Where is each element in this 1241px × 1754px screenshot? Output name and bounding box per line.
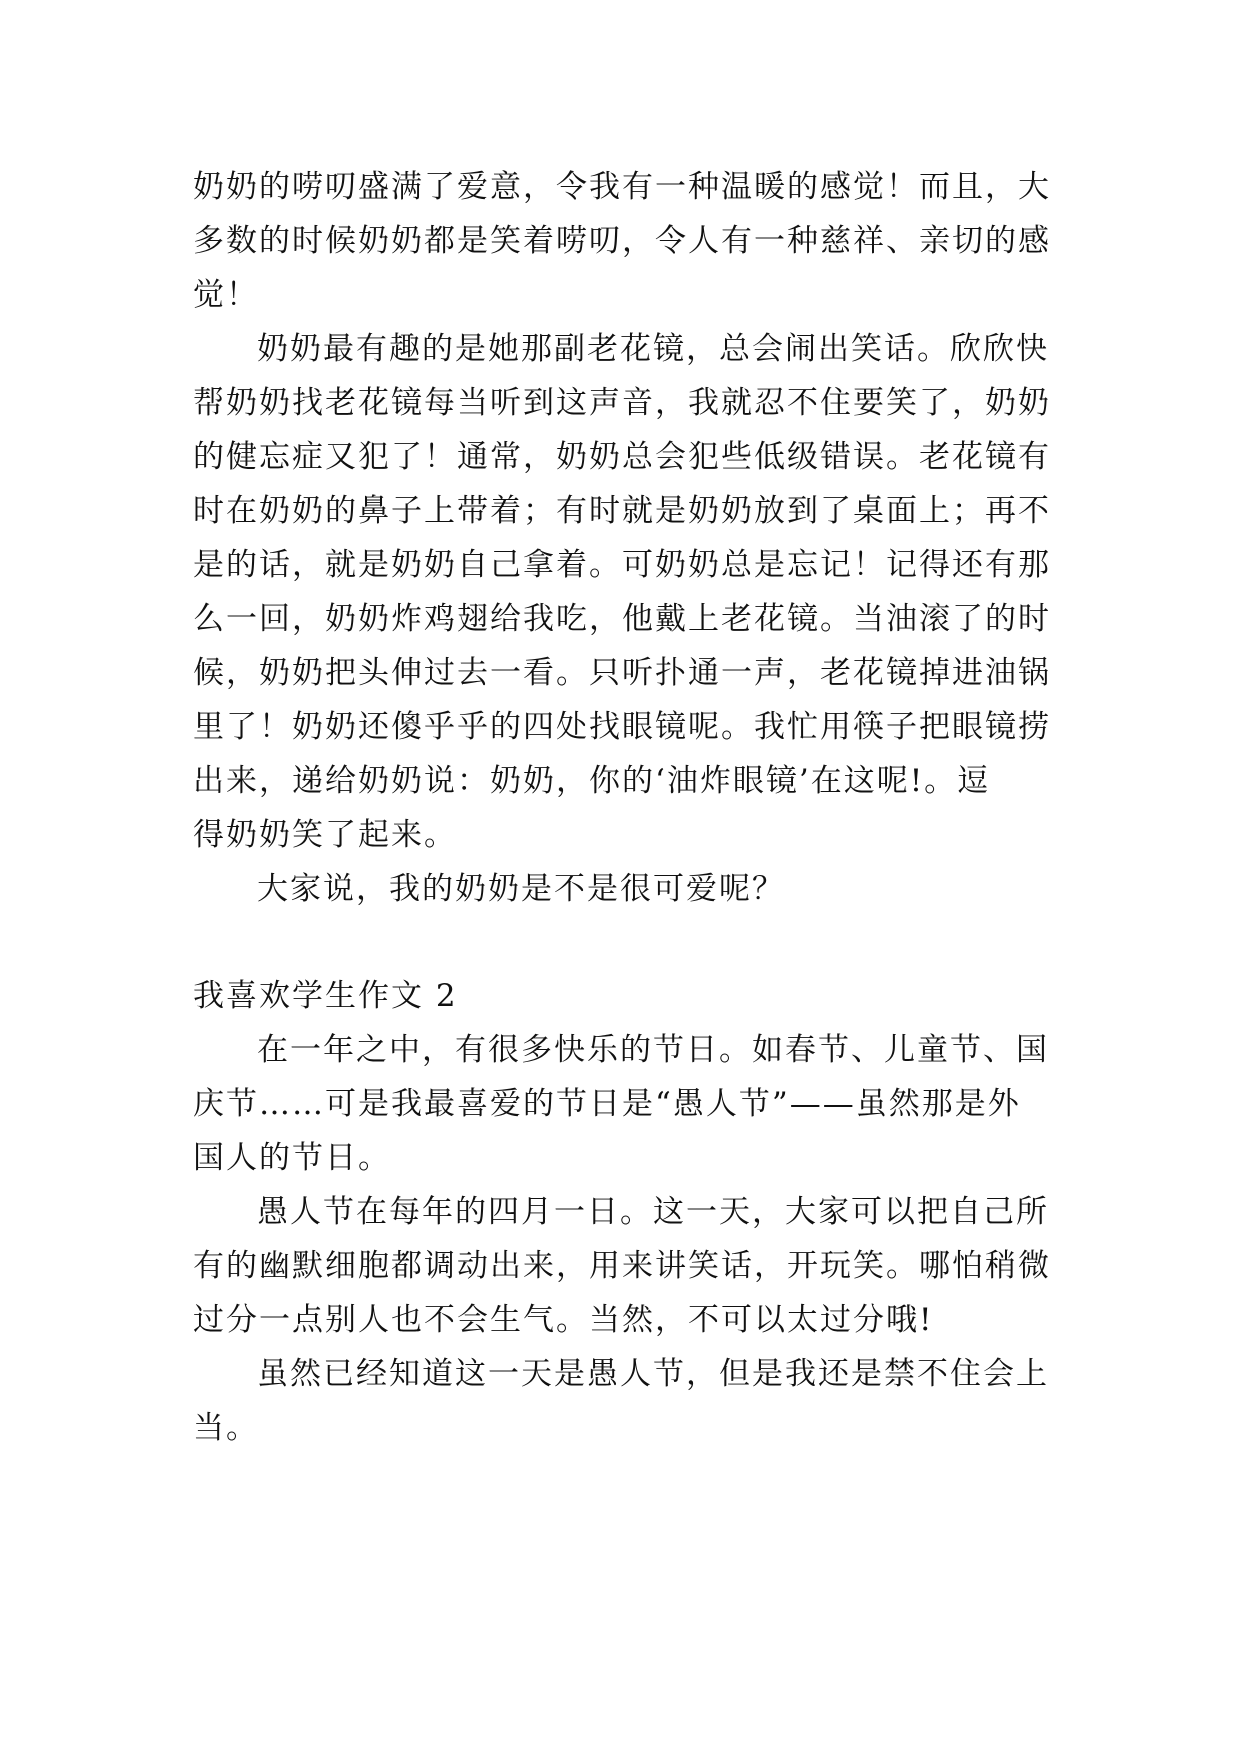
text-line: 么一回，奶奶炸鸡翅给我吃，他戴上老花镜。当油滚了的时 xyxy=(193,601,1051,637)
text-line: 是的话，就是奶奶自己拿着。可奶奶总是忘记！记得还有那 xyxy=(193,547,1051,583)
text-line: 多数的时候奶奶都是笑着唠叨，令人有一种慈祥、亲切的感 xyxy=(193,223,1051,259)
paragraph-start-line: 虽然已经知道这一天是愚人节，但是我还是禁不住会上 xyxy=(257,1356,1049,1392)
text-line: 帮奶奶找老花镜每当听到这声音，我就忍不住要笑了，奶奶 xyxy=(193,385,1051,421)
text-line: 庆节……可是我最喜爱的节日是“愚人节”——虽然那是外 xyxy=(193,1086,1021,1122)
text-line: 的健忘症又犯了！通常，奶奶总会犯些低级错误。老花镜有 xyxy=(193,439,1051,475)
text-line: 时在奶奶的鼻子上带着；有时就是奶奶放到了桌面上；再不 xyxy=(193,493,1051,529)
text-line: 候，奶奶把头伸过去一看。只听扑通一声，老花镜掉进油锅 xyxy=(193,655,1051,691)
paragraph-start-line: 大家说，我的奶奶是不是很可爱呢？ xyxy=(257,871,785,907)
text-line: 奶奶的唠叨盛满了爱意，令我有一种温暖的感觉！而且，大 xyxy=(193,169,1051,205)
text-line: 有的幽默细胞都调动出来，用来讲笑话，开玩笑。哪怕稍微 xyxy=(193,1248,1051,1284)
paragraph-start-line: 奶奶最有趣的是她那副老花镜，总会闹出笑话。欣欣快 xyxy=(257,331,1049,367)
paragraph-start-line: 在一年之中，有很多快乐的节日。如春节、儿童节、国 xyxy=(257,1032,1049,1068)
text-line: 国人的节日。 xyxy=(193,1140,391,1176)
section-heading: 我喜欢学生作文 2 xyxy=(193,978,458,1014)
text-line: 当。 xyxy=(193,1410,259,1446)
text-line: 得奶奶笑了起来。 xyxy=(193,817,457,853)
paragraph-start-line: 愚人节在每年的四月一日。这一天，大家可以把自己所 xyxy=(257,1194,1049,1230)
text-line: 里了！奶奶还傻乎乎的四处找眼镜呢。我忙用筷子把眼镜捞 xyxy=(193,709,1051,745)
document-page xyxy=(193,160,1053,1455)
text-line: 觉！ xyxy=(193,277,259,313)
text-line: 过分一点别人也不会生气。当然，不可以太过分哦! xyxy=(193,1302,934,1338)
text-line: 出来，递给奶奶说：奶奶，你的‘油炸眼镜’在这呢!。逗 xyxy=(193,763,991,799)
